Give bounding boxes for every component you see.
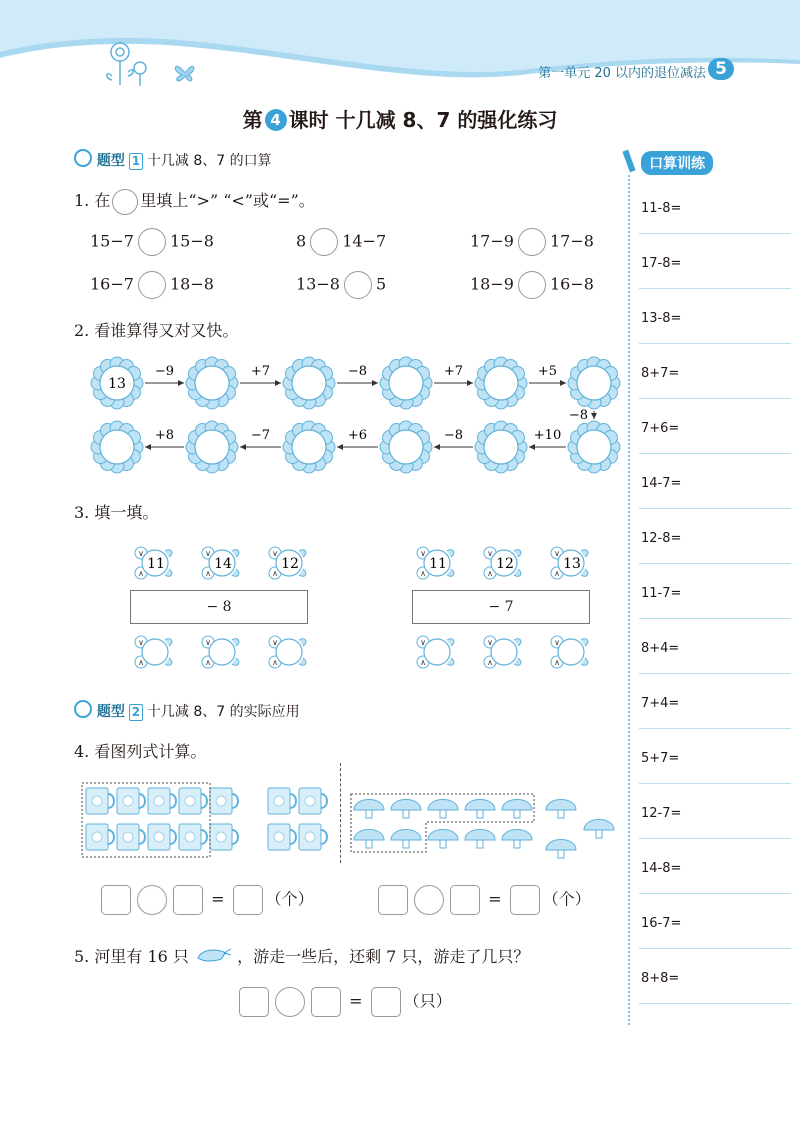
page-number: 5: [708, 58, 734, 80]
cup-icon: [268, 788, 296, 814]
frog-number: 14: [214, 556, 232, 572]
question-1-prompt: [74, 188, 315, 215]
equals-sign: =: [349, 991, 363, 1011]
oral-item[interactable]: 7+6=: [639, 405, 791, 454]
compare-item: [470, 271, 594, 299]
operator-circle[interactable]: [137, 885, 167, 915]
section-number: 1: [129, 153, 143, 170]
unit-label: （个）: [542, 889, 591, 909]
oral-item[interactable]: 11-7=: [639, 570, 791, 619]
left-expression: 8: [296, 231, 307, 251]
svg-text:∧: ∧: [138, 658, 144, 667]
mushroom-icon: [354, 830, 384, 849]
oral-item[interactable]: 14-8=: [639, 845, 791, 894]
svg-text:∧: ∧: [272, 569, 278, 578]
svg-text:∨: ∨: [420, 638, 426, 647]
answer-frog[interactable]: [415, 634, 459, 670]
svg-text:∧: ∧: [420, 569, 426, 578]
oral-item[interactable]: 8+8=: [639, 955, 791, 1004]
frog-number: 13: [563, 556, 581, 572]
oral-item[interactable]: 14-7=: [639, 460, 791, 509]
arrowhead: [560, 380, 566, 386]
left-expression: 17−9: [470, 231, 514, 251]
cup-icon: [210, 824, 238, 850]
answer-box[interactable]: [378, 885, 408, 915]
flower-answer[interactable]: [283, 421, 335, 473]
flower-answer[interactable]: [186, 421, 238, 473]
operation-label: −7: [250, 428, 271, 443]
svg-text:∧: ∧: [138, 569, 144, 578]
answer-frog[interactable]: [482, 634, 526, 670]
section-label: 题型: [96, 153, 125, 169]
cup-icon: [117, 824, 145, 850]
arrowhead: [529, 444, 535, 450]
oral-item[interactable]: 13-8=: [639, 295, 791, 344]
equation-right: [375, 885, 591, 915]
answer-frog[interactable]: [267, 634, 311, 670]
section-text: 十几减 8、7 的口算: [146, 153, 272, 169]
svg-text:∧: ∧: [205, 658, 211, 667]
page-title: [0, 104, 800, 133]
section-tag-1: [74, 149, 272, 170]
question-5-prompt: [74, 944, 529, 967]
flower-decoration-icon: [107, 43, 146, 86]
operation-label: −9: [154, 364, 175, 379]
operation-label: +7: [250, 364, 271, 379]
mushroom-icon: [354, 800, 384, 819]
input-number-frog: [133, 545, 177, 581]
oral-item[interactable]: 5+7=: [639, 735, 791, 784]
svg-text:∧: ∧: [420, 658, 426, 667]
oral-training-list: [628, 175, 795, 1025]
mushroom-icon: [391, 800, 421, 819]
equation-left: [98, 885, 314, 915]
section-text: 十几减 8、7 的实际应用: [146, 704, 300, 720]
svg-text:∨: ∨: [138, 638, 144, 647]
title-suffix: 课时 十几减 8、7 的强化练习: [288, 108, 558, 132]
oral-training-header: [626, 150, 786, 176]
unit-label: （只）: [403, 991, 452, 1011]
mushroom-icon: [428, 830, 458, 849]
arrowhead: [178, 380, 184, 386]
answer-box[interactable]: [450, 885, 480, 915]
butterfly-icon: [175, 66, 194, 81]
svg-text:∨: ∨: [554, 549, 560, 558]
operation-box: − 7: [412, 590, 590, 624]
right-expression: 15−8: [169, 231, 214, 251]
svg-text:∨: ∨: [487, 549, 493, 558]
oral-item[interactable]: 17-8=: [639, 240, 791, 289]
oral-title: 口算训练: [641, 151, 713, 175]
frog-number: 12: [281, 556, 299, 572]
operation-label: +6: [347, 428, 368, 443]
compare-circle[interactable]: [138, 228, 166, 256]
svg-text:∧: ∧: [487, 658, 493, 667]
flower-answer[interactable]: [475, 357, 527, 409]
flower-answer[interactable]: [568, 357, 620, 409]
flower-answer[interactable]: [380, 421, 432, 473]
right-expression: 5: [375, 274, 387, 294]
compare-circle[interactable]: [138, 271, 166, 299]
equals-sign: =: [488, 889, 502, 909]
left-expression: 16−7: [90, 274, 134, 294]
target-icon: [74, 700, 92, 718]
cup-icon: [117, 788, 145, 814]
operator-circle[interactable]: [414, 885, 444, 915]
operator-circle[interactable]: [275, 987, 305, 1017]
svg-text:∨: ∨: [205, 549, 211, 558]
mushroom-icon: [502, 800, 532, 819]
operation-box: − 8: [130, 590, 308, 624]
input-number-frog: [549, 545, 593, 581]
input-number-frog: [415, 545, 459, 581]
svg-text:∧: ∧: [554, 569, 560, 578]
mushroom-icon: [584, 820, 614, 839]
operation-label: −8: [347, 364, 368, 379]
cup-icon: [210, 788, 238, 814]
oral-item[interactable]: 7+4=: [639, 680, 791, 729]
left-expression: 18−9: [470, 274, 514, 294]
compare-circle[interactable]: [518, 271, 546, 299]
cup-icon: [86, 788, 114, 814]
oral-item[interactable]: 16-7=: [639, 900, 791, 949]
pencil-icon: [622, 150, 635, 173]
lesson-number: 4: [265, 109, 287, 131]
input-number-frog: [267, 545, 311, 581]
result-box[interactable]: [510, 885, 540, 915]
right-expression: 18−8: [169, 274, 214, 294]
svg-text:∧: ∧: [272, 658, 278, 667]
mushrooms-picture: [348, 790, 618, 870]
equation-q5: [236, 987, 452, 1017]
right-expression: 16−8: [549, 274, 594, 294]
mushroom-icon: [465, 830, 495, 849]
arrowhead: [145, 444, 151, 450]
svg-text:∨: ∨: [272, 638, 278, 647]
left-expression: 13−8: [296, 274, 340, 294]
oral-item[interactable]: 8+4=: [639, 625, 791, 674]
cup-icon: [299, 824, 327, 850]
oral-item[interactable]: 12-8=: [639, 515, 791, 564]
svg-text:∨: ∨: [420, 549, 426, 558]
section-number: 2: [129, 704, 143, 721]
mushroom-icon: [465, 800, 495, 819]
arrowhead: [240, 444, 246, 450]
section-tag-2: [74, 700, 300, 721]
compare-circle[interactable]: [344, 271, 372, 299]
answer-box[interactable]: [101, 885, 131, 915]
answer-box[interactable]: [311, 987, 341, 1017]
cups-picture: [80, 780, 340, 860]
operation-label: −8: [443, 428, 464, 443]
flower-answer[interactable]: [380, 357, 432, 409]
q5-prompt-start: 5. 河里有 16 只: [74, 947, 189, 966]
divider: [340, 763, 341, 863]
compare-item: [470, 228, 594, 256]
flower-answer[interactable]: [186, 357, 238, 409]
flower-answer[interactable]: [568, 421, 620, 473]
frog-number: 12: [496, 556, 514, 572]
right-expression: 17−8: [549, 231, 594, 251]
cup-icon: [299, 788, 327, 814]
mushroom-icon: [391, 830, 421, 849]
frog-number: 11: [429, 556, 447, 572]
question-4-prompt: 4. 看图列式计算。: [74, 742, 207, 761]
svg-text:∧: ∧: [205, 569, 211, 578]
left-expression: 15−7: [90, 231, 134, 251]
arrowhead: [372, 380, 378, 386]
svg-text:∧: ∧: [487, 569, 493, 578]
q1-prompt-end: 里填上“>” “<”或“=”。: [140, 191, 315, 210]
unit-label: （个）: [265, 889, 314, 909]
answer-frog[interactable]: [133, 634, 177, 670]
flower-answer[interactable]: [475, 421, 527, 473]
answer-box[interactable]: [239, 987, 269, 1017]
cup-icon: [268, 824, 296, 850]
result-box[interactable]: [371, 987, 401, 1017]
svg-text:∨: ∨: [205, 638, 211, 647]
target-icon: [74, 149, 92, 167]
flower-answer[interactable]: [283, 357, 335, 409]
mushroom-icon: [546, 800, 576, 819]
operation-label: −8: [568, 408, 588, 423]
compare-item: [90, 228, 214, 256]
calc-chain: [90, 350, 630, 480]
compare-item: [296, 228, 386, 256]
cup-icon: [179, 788, 207, 814]
answer-circle[interactable]: [112, 189, 138, 215]
svg-text:∨: ∨: [272, 549, 278, 558]
q1-prompt-start: 1. 在: [74, 191, 111, 210]
oral-item[interactable]: 8+7=: [639, 350, 791, 399]
compare-item: [296, 271, 386, 299]
start-number: 13: [108, 376, 126, 392]
operation-label: +10: [533, 428, 562, 443]
arrowhead: [337, 444, 343, 450]
arrowhead: [591, 413, 597, 419]
cup-icon: [86, 824, 114, 850]
input-number-frog: [482, 545, 526, 581]
cup-icon: [179, 824, 207, 850]
svg-text:∧: ∧: [554, 658, 560, 667]
operation-label: +7: [443, 364, 464, 379]
compare-item: [90, 271, 214, 299]
svg-text:∨: ∨: [138, 549, 144, 558]
question-3-prompt: 3. 填一填。: [74, 503, 159, 522]
svg-text:∨: ∨: [487, 638, 493, 647]
operation-label: +8: [154, 428, 175, 443]
section-label: 题型: [96, 704, 125, 720]
mushroom-icon: [502, 830, 532, 849]
q5-prompt-end: ，游走一些后，还剩 7 只，游走了几只？: [237, 947, 530, 966]
oral-item[interactable]: 11-8=: [639, 185, 791, 234]
arrowhead: [434, 444, 440, 450]
cup-icon: [148, 824, 176, 850]
mushroom-icon: [428, 800, 458, 819]
answer-box[interactable]: [173, 885, 203, 915]
question-2-prompt: 2. 看谁算得又对又快。: [74, 321, 239, 340]
arrowhead: [275, 380, 281, 386]
compare-circle[interactable]: [518, 228, 546, 256]
title-prefix: 第: [242, 108, 263, 132]
mushroom-icon: [546, 840, 576, 859]
frog-number: 11: [147, 556, 165, 572]
input-number-frog: [200, 545, 244, 581]
svg-text:∨: ∨: [554, 638, 560, 647]
unit-label: 第一单元 20 以内的退位减法: [538, 66, 706, 81]
result-box[interactable]: [233, 885, 263, 915]
shrimp-icon: [194, 946, 232, 964]
right-expression: 14−7: [342, 231, 387, 251]
equals-sign: =: [211, 889, 225, 909]
oral-item[interactable]: 12-7=: [639, 790, 791, 839]
answer-frog[interactable]: [549, 634, 593, 670]
compare-circle[interactable]: [310, 228, 338, 256]
flower-answer[interactable]: [91, 421, 143, 473]
cup-icon: [148, 788, 176, 814]
flower-answer: [91, 357, 143, 409]
operation-label: +5: [537, 364, 558, 379]
answer-frog[interactable]: [200, 634, 244, 670]
arrowhead: [467, 380, 473, 386]
